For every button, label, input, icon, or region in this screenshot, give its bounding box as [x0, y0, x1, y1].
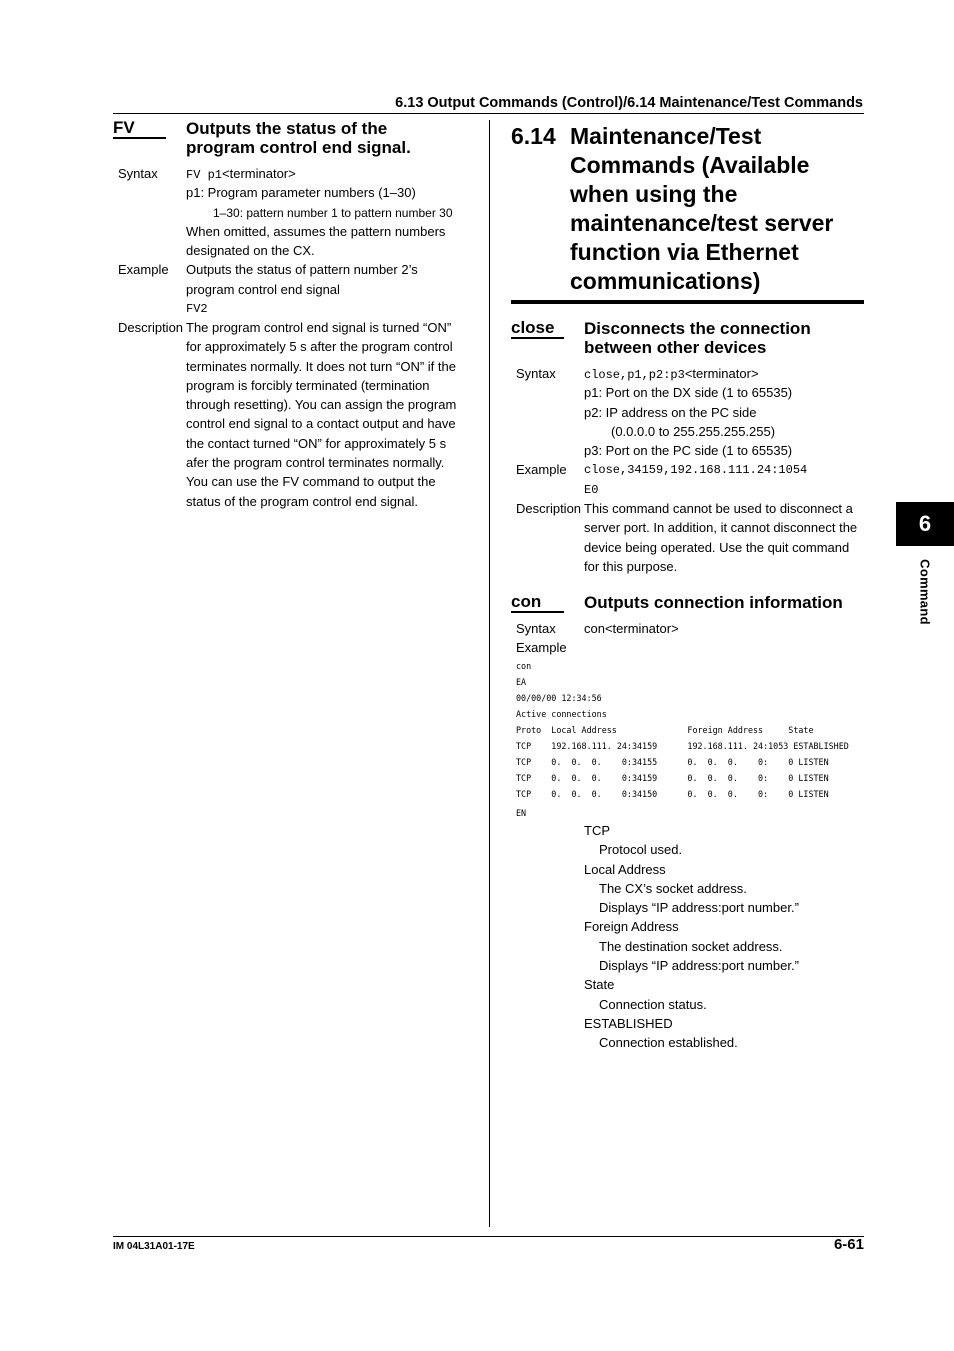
close-example-code: close,34159,192.168.111.24:1054: [584, 463, 808, 477]
chapter-tab-label: Command: [917, 559, 933, 625]
close-example-response: E0: [584, 483, 599, 497]
close-desc-line: for this purpose.: [584, 558, 678, 574]
fv-p1-detail: 1–30: pattern number 1 to pattern number 30: [213, 206, 453, 220]
con-syntax-label: Syntax: [516, 621, 556, 636]
fv-syntax-label: Syntax: [118, 166, 158, 181]
close-command-name: close: [511, 319, 564, 339]
fv-syntax-term: <terminator>: [222, 166, 296, 181]
fv-example-label: Example: [118, 262, 169, 277]
section-number: 6.14: [511, 123, 556, 149]
running-header: 6.13 Output Commands (Control)/6.14 Maintenance/Test Commands: [395, 95, 863, 111]
close-description-label: Description: [516, 501, 582, 516]
con-command-name: con: [511, 593, 564, 613]
terminal-line: EA: [516, 677, 527, 687]
close-syntax-label: Syntax: [516, 366, 556, 381]
fv-description: [186, 318, 486, 511]
field-term: TCP: [584, 823, 610, 838]
fv-omit-line2: designated on the CX.: [186, 243, 315, 258]
field-term: Foreign Address: [584, 919, 679, 935]
close-p3: p3: Port on the PC side (1 to 65535): [584, 443, 793, 458]
terminal-line: EN: [516, 808, 527, 818]
fv-command-name: FV: [113, 119, 166, 139]
close-syntax-term: <terminator>: [684, 366, 759, 381]
field-desc: Displays “IP address:port number.”: [599, 900, 799, 916]
fv-example-line1: Outputs the status of pattern number 2’s: [186, 262, 418, 277]
field-desc: The CX’s socket address.: [599, 880, 747, 896]
close-desc-line: device being operated. Use the quit command: [584, 539, 850, 555]
fv-example-code: FV2: [186, 302, 208, 316]
section-title-line: maintenance/test server: [570, 210, 834, 236]
field-term: ESTABLISHED: [584, 1015, 673, 1031]
fv-desc-line: The program control end signal is turned “ON”: [186, 320, 452, 335]
close-p2-detail: (0.0.0.0 to 255.255.255.255): [611, 424, 776, 439]
fv-omit-line1: When omitted, assumes the pattern numbers: [186, 224, 446, 239]
terminal-line: TCP 0. 0. 0. 0:34150 0. 0. 0. 0: 0 LISTEN: [516, 789, 829, 799]
fv-desc-line: You can use the FV command to output the: [186, 474, 436, 490]
terminal-line: con: [516, 661, 532, 671]
con-field-definitions: [584, 821, 864, 1053]
close-p2: p2: IP address on the PC side: [584, 405, 757, 420]
fv-desc-line: afer the program control terminates normally.: [186, 455, 445, 471]
fv-title-line1: Outputs the status of the: [186, 119, 388, 138]
close-p1: p1: Port on the DX side (1 to 65535): [584, 385, 793, 400]
field-desc: Protocol used.: [599, 842, 683, 858]
fv-p1: p1: Program parameter numbers (1–30): [186, 185, 416, 200]
fv-desc-line: terminates normally. It does not turn “ON” if the: [186, 358, 456, 374]
close-example-label: Example: [516, 462, 567, 477]
field-term: Local Address: [584, 861, 666, 877]
fv-desc-line: control end signal to a contact output and have: [186, 416, 456, 432]
fv-desc-line: status of the program control end signal.: [186, 493, 418, 509]
terminal-line: 00/00/00 12:34:56: [516, 693, 602, 703]
field-desc: Displays “IP address:port number.”: [599, 958, 799, 974]
close-description: [584, 499, 864, 576]
field-desc: The destination socket address.: [599, 938, 783, 954]
fv-syntax-code: FV p1: [186, 168, 223, 182]
chapter-tab: 6: [896, 502, 954, 546]
fv-desc-line: for approximately 5 s after the program control: [186, 339, 453, 355]
terminal-line: TCP 0. 0. 0. 0:34159 0. 0. 0. 0: 0 LISTEN: [516, 773, 829, 783]
field-desc: Connection established.: [599, 1035, 738, 1051]
con-title: Outputs connection information: [584, 593, 843, 612]
con-terminal-output: [516, 658, 861, 821]
header-rule: [113, 113, 864, 114]
close-desc-line: This command cannot be used to disconnect a: [584, 501, 853, 516]
con-syntax: con<terminator>: [584, 621, 679, 636]
fv-description-label: Description: [118, 320, 184, 335]
section-title-line: function via Ethernet: [570, 239, 799, 265]
section-title: [570, 122, 862, 296]
close-title-line2: between other devices: [584, 338, 767, 357]
fv-example-line2: program control end signal: [186, 282, 340, 297]
section-title-line: Commands (Available: [570, 152, 810, 178]
footer-rule: [113, 1236, 864, 1237]
terminal-line: TCP 192.168.111. 24:34159 192.168.111. 24:1053 ESTABLISHED: [516, 741, 849, 751]
section-title-line: when using the: [570, 181, 738, 207]
terminal-line: Active connections: [516, 709, 607, 719]
fv-desc-line: through resetting). You can assign the program: [186, 397, 457, 413]
page-number: 6-61: [833, 1236, 864, 1253]
field-desc: Connection status.: [599, 996, 707, 1012]
close-title-line1: Disconnects the connection: [584, 319, 811, 338]
close-syntax-code: close,p1,p2:p3: [584, 368, 685, 382]
section-title-line: Maintenance/Test: [570, 123, 762, 149]
fv-desc-line: program is forcibly terminated (termination: [186, 377, 430, 393]
terminal-line: Proto Local Address Foreign Address State: [516, 725, 814, 735]
section-rule: [511, 300, 864, 304]
close-desc-line: server port. In addition, it cannot disconnect the: [584, 520, 858, 536]
fv-desc-line: the contact turned “ON” for approximately 5 s: [186, 435, 447, 451]
con-example-label: Example: [516, 640, 567, 655]
section-title-line: communications): [570, 268, 761, 294]
column-divider: [489, 120, 490, 1227]
field-term: State: [584, 977, 615, 993]
terminal-line: TCP 0. 0. 0. 0:34155 0. 0. 0. 0: 0 LISTEN: [516, 757, 829, 767]
doc-id: IM 04L31A01-17E: [113, 1241, 195, 1252]
fv-title-line2: program control end signal.: [186, 138, 411, 157]
